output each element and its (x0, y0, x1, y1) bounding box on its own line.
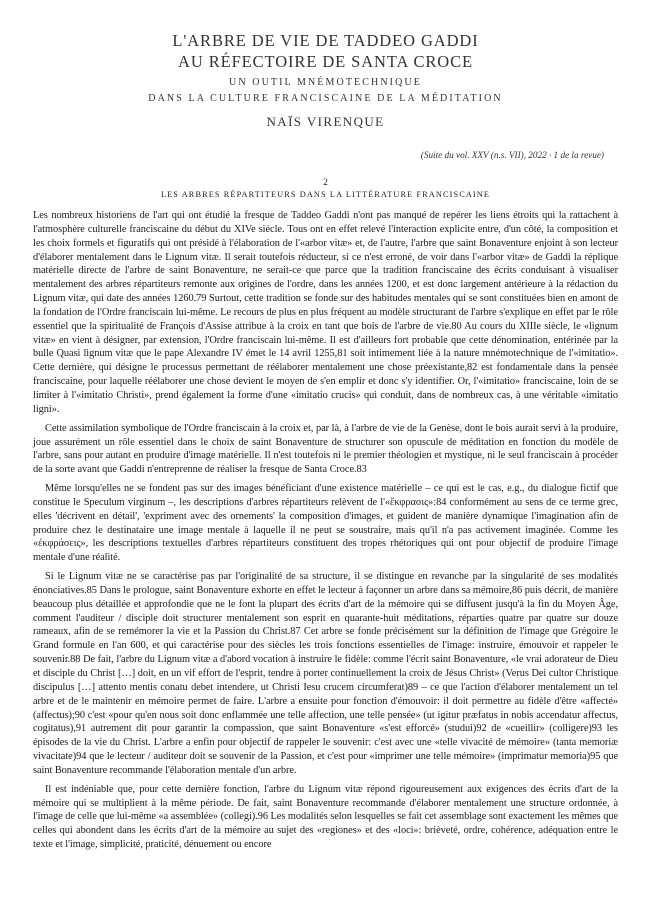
paragraph: Si le Lignum vitæ ne se caractérise pas par l'originalité de sa structure, il se distingue en revanche par la singularité de ses modalités énonciatives.85 Dans le prologue, saint Bonaventure exhorte en effet le lecteur à façonner un arbre dans sa mémoire,86 puis décrit, de manière beaucoup plus détaillée et approfondie que ne le font la plupart des écrits d'art de la mémoire qui se diffusent jusqu'à la fin du Moyen Âge, comment l'auditeur / disciple doit structurer mentalement son esprit en quarante-huit méditations, réparties quatre par quatre sur douze rameaux, afin de se remémorer la vie et la Passion du Christ.87 Cet arbre se fonde précisément sur la définition de l'image que Grégoire le Grand formule en l'an 600, et qui caractérise pour des siècles les trois fonctions essentielles de l'image: instruire, émouvoir et rappeler le souvenir.88 De fait, l'arbre du Lignum vitæ a d'abord vocation à instruire le fidèle: comme l'écrit saint Bonaventure, «le vrai adorateur de Dieu et disciple du Christ […] doit, en un vif effort de l'esprit, tendre à porter continuellement la croix de Jésus Christ» (Verus Dei cultor Christique discipulus […] attento mentis conatu debet intendere, ut Christi Iesu crucem circumferat)89 – ce que l'action d'élaborer mentalement un tel arbre et de le maintenir en mémoire permet de faire. L'arbre a ensuite pour fonction d'émouvoir: il doit permettre au fidèle d'être «affecté» (affectus);90 c'est «pour qu'en nous soit donc enflammée une telle affection, une telle pensée» (ut igitur præfatus in nobis accendatur affectus, cogitatus),91 autrement dit pour garantir la compassion, que saint Bonaventure «s'est efforcé» (studui)92 de «cueillir» (colligere)93 les épisodes de la vie du Christ. L'arbre a enfin pour objectif de rappeler le souvenir: c'est avec une «telle vivacité de mémoire» (tanta memoriæ vivacitate)94 que le lecteur / auditeur doit se souvenir de la Passion, et c'est pour «imprimer une telle mémoire» (imprimatur memoria)95 que saint Bonaventure recommande l'élaboration mentale d'un arbre. (33, 571, 618, 776)
article-subtitle (33, 75, 618, 107)
article-body (33, 209, 618, 852)
paragraph: Cette assimilation symbolique de l'Ordre franciscain à la croix et, par là, à l'arbre de vie de la Genèse, dont le bois aurait servi à la produire, joue assurément un rôle essentiel dans le choix de saint Bonaventure de structurer son opuscule de méditation en fonction du modèle de l'arbre, sans pour autant en produire d'image matérielle. Il n'est toutefois ni le premier théologien et mystique, ni le seul franciscain à procéder de la sorte avant que Gaddi n'entreprenne de réaliser la fresque de Santa Croce.83 (33, 422, 618, 476)
paragraph: Les nombreux historiens de l'art qui ont étudié la fresque de Taddeo Gaddi n'ont pas manqué de repérer les liens étroits qui la rattachent à l'atmosphère culturelle franciscaine du début du XIVe siècle. Tous ont en effet relevé l'interaction explicite entre, d'un côté, la composition et les choix formels et figuratifs qui ont présidé à l'élaboration de l'«arbor vitæ» et, de l'autre, l'arbre que saint Bonaventure enjoint à son lecteur d'élaborer mentalement dans le Lignum vitæ. Il serait toutefois réducteur, si ce n'est erroné, de voir dans l'«arbor vitæ» de Gaddi la réplique matérielle directe de l'arbre de saint Bonaventure, ne serait-ce que parce que la tradition franciscaine des écrits conduisant à visualiser mentalement des arbres répartiteurs remonte aux origines de l'ordre, dans les années 1200, et est donc largement antérieure à la rédaction du Lignum vitæ, qui date des années 1260.79 Surtout, cette tradition se fonde sur des habitudes mentales qui se sont constituées bien en amont de la fondation de l'Ordre franciscain lui-même. Le recours de plus en plus fréquent au modèle structurant de l'arbre s'explique en effet par le rôle essentiel que la spiritualité de François d'Assise attribue à la croix en tant que bois de l'arbre de vie.80 Au cours du XIIIe siècle, le «lignum vitæ» en vient à désigner, par extension, l'Ordre franciscain lui-même. Il est d'ailleurs fort probable que cette dénomination, entérinée par la bulle Quasi lignum vitæ que le pape Alexandre IV émet le 14 avril 1255,81 soit intimement liée à la nature mnémotechnique de l'«imitatio». Cette dernière, qui désigne le processus permettant de réélaborer mentalement une chose préexistante,82 est fondamentale dans la pensée franciscaine, pour laquelle réélaborer une chose devient le moyen de s'en emplir et donc s'y identifier. Or, l'«imitatio» franciscaine, loin de se limiter à l'«imitatio Christi», prend également la forme d'une «imitatio crucis» qui conduit, dans de nombreux cas, à une véritable «imitatio ligni». (33, 210, 618, 415)
title-line-2: AU RÉFECTOIRE DE SANTA CROCE (178, 52, 473, 71)
source-note: (Suite du vol. XXV (n.s. VII), 2022 · 1 de la revue) (420, 150, 604, 160)
article-page (33, 30, 618, 857)
article-title (33, 30, 618, 72)
paragraph: Il est indéniable que, pour cette dernière fonction, l'arbre du Lignum vitæ répond rigoureusement aux exigences des écrits d'art de la mémoire qui se multiplient à la même période. De fait, saint Bonaventure recommande d'élaborer mentalement une structure ordonnée, à l'image de celle que lui-même «a assemblée» (collegi).96 Les modalités selon lesquelles se fait cet assemblage sont exactement les mêmes que celles qui abondent dans les écrits d'art de la mémoire au sujet des «regiones» et des «loci»: brièveté, ordre, cohérence, adéquation entre le texte et l'image, simplicité, praticité, dénuement ou encore (33, 783, 618, 851)
subtitle-line-2: DANS LA CULTURE FRANCISCAINE DE LA MÉDITATION (148, 93, 503, 104)
subtitle-line-1: UN OUTIL MNÉMOTECHNIQUE (229, 77, 422, 88)
paragraph: Même lorsqu'elles ne se fondent pas sur des images bénéficiant d'une existence matérielle – ce qui est le cas, e.g., du dialogue fictif que constitue le Speculum virginum –, les descriptions d'arbres répartiteurs relèvent de l'«ἔκφρασις»:84 conformément au sens de ce terme grec, elles 'décrivent en détail', 'expriment avec des ornements' la composition d'images, et guident de manière dynamique l'imagination afin de produire chez le destinataire une image mentale à laquelle il ne peut se soustraire, mais qu'il n'a pas activement imaginée. Comme les «ἐκφράσεις», les descriptions textuelles d'arbres répartiteurs constituent des tropes rhétoriques qui ont pour objectif de produire l'image mentale d'une réalité. (33, 483, 618, 564)
section-number: 2 (323, 178, 328, 188)
section-title: LES ARBRES RÉPARTITEURS DANS LA LITTÉRATURE FRANCISCAINE (160, 190, 491, 199)
author-name: NAÏS VIRENQUE (266, 114, 385, 129)
title-line-1: L'ARBRE DE VIE DE TADDEO GADDI (172, 31, 479, 50)
